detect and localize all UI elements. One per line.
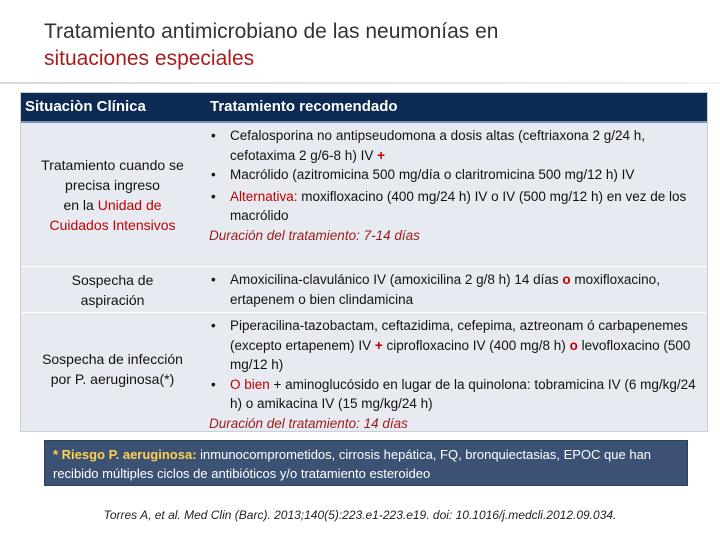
situation-line: precisa ingreso [65,177,160,193]
situation-line: Sospecha de infección [42,351,183,367]
row-icu-situation [21,155,204,235]
treatment-table [20,92,708,432]
situation-line: aspiración [80,292,145,308]
bullet-text: Amoxicilina-clavulánico IV (amoxicilina 2 g/8 h) 14 días [230,272,563,287]
bullet-text: ciprofloxacino IV (400 mg/8 h) [382,337,570,353]
bullet-dot: • [211,188,216,204]
row-aspiration-situation [21,270,204,310]
row-separator [21,312,707,313]
row-pseudomonas-situation [21,349,204,389]
situation-line: Cuidados Intensivos [49,217,176,233]
bullet-text: moxifloxacino (400 mg/24 h) IV o IV (500 mg/12 h) en vez de los macrólido [230,188,687,223]
treatment-bullet [208,316,704,375]
plus-sign: + [377,147,385,163]
treatment-bullet [208,375,704,414]
situation-line: Tratamiento cuando se [41,157,184,173]
bullet-text: + aminoglucósido en lugar de la quinolona: tobramicina IV (6 mg/kg/24 h) o amikacina IV (15 mg/kg/24 h) [230,376,696,411]
situation-line: Sospecha de [71,272,154,288]
situation-line: por P. aeruginosa(*) [50,371,175,387]
bullet-dot: • [211,318,216,333]
title-divider [0,82,720,84]
treatment-duration: Duración del tratamiento: 7-14 días [209,227,420,243]
situation-highlight: Unidad de [97,197,162,213]
bullet-dot: • [211,272,216,287]
treatment-duration: Duración del tratamiento: 14 días [209,415,408,431]
bullet-text: levofloxacino (500 mg/12 h) [230,337,691,372]
bullet-dot: • [211,376,216,392]
risk-note-text: inmunocomprometidos, cirrosis hepática, FQ, bronquiectasias, EPOC que han recibido múltiples ciclos de antibióticos y/o tratamiento esteroideo [53,447,652,481]
row-separator [21,266,707,267]
bullet-dot: • [211,167,216,182]
situation-text: en la [63,197,98,213]
bullet-dot: • [211,128,216,143]
table-header [21,93,707,123]
slide-title [44,18,684,72]
risk-note [44,440,688,486]
risk-note-label: * Riesgo P. aeruginosa: [53,447,197,462]
citation: Torres A, et al. Med Clin (Barc). 2013;140(5):223.e1-223.e19. doi: 10.1016/j.medcli.2012.09.034. [103,508,617,522]
treatment-bullet [208,270,704,309]
title-line-2: situaciones especiales [44,47,255,70]
bullet-highlight: Alternativa: [230,188,298,204]
conjunction: o [562,272,571,287]
bullet-text: moxifloxacino, ertapenem o bien clindamicina [230,272,660,307]
treatment-bullet [208,165,704,185]
title-line-1: Tratamiento antimicrobiano de las neumonías en [44,20,499,43]
header-treatment: Tratamiento recomendado [210,98,398,115]
bullet-highlight: O bien [230,376,270,392]
row-icu-treatment [208,126,704,245]
bullet-text: Cefalosporina no antipseudomona a dosis altas (ceftriaxona 2 g/24 h, cefotaxima 2 g/6-8 h) IV [230,128,646,163]
plus-sign: + [374,337,383,353]
conjunction: o [569,337,578,353]
situation-line [21,195,204,215]
row-aspiration-treatment [208,270,704,309]
treatment-bullet [208,187,704,226]
header-situation: Situaciòn Clínica [25,98,146,115]
bullet-text: Piperacilina-tazobactam, ceftazidima, cefepima, aztreonam ó carbapenemes (excepto ertapenem) IV [230,318,688,353]
bullet-text: Macrólido (azitromicina 500 mg/día o claritromicina 500 mg/12 h) IV [230,167,635,182]
row-pseudomonas-treatment [208,316,704,433]
treatment-bullet [208,126,704,165]
